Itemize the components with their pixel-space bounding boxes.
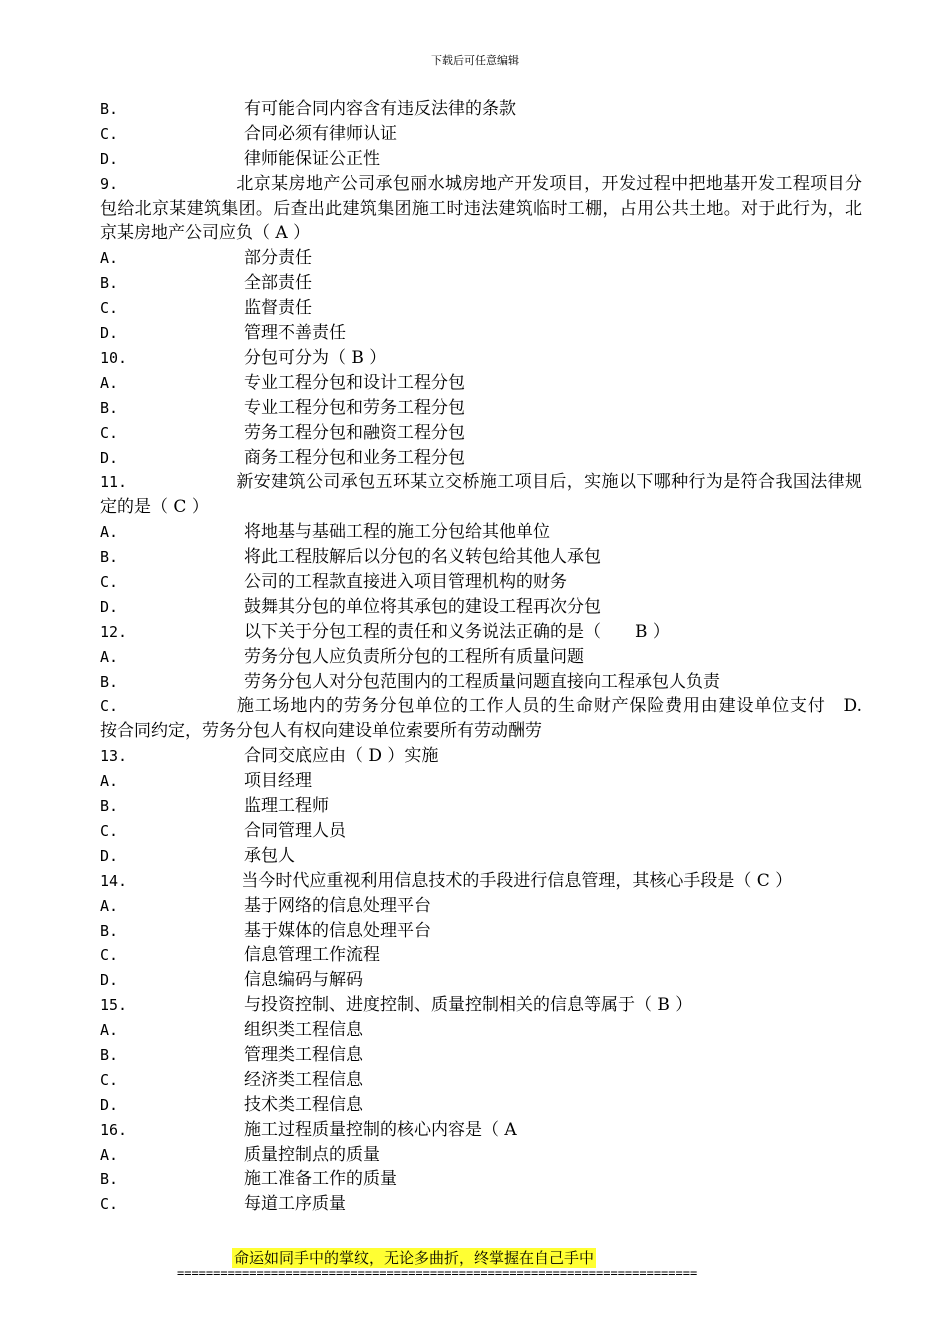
- line-text: 专业工程分包和劳务工程分包: [244, 397, 465, 418]
- line-text: 质量控制点的质量: [244, 1144, 380, 1165]
- option-text: 施工场地内的劳务分包单位的工作人员的生命财产保险费用由建设单位支付 D. 按合同约定，劳务分包人有权向建设单位索要所有劳动酬劳: [100, 696, 930, 742]
- line-text: 专业工程分包和设计工程分包: [244, 372, 465, 393]
- line-label: C.: [100, 821, 119, 840]
- line-text: 将此工程肢解后以分包的名义转包给其他人承包: [244, 547, 601, 568]
- line-text: 有可能合同内容含有违反法律的条款: [244, 99, 516, 119]
- question-11: [100, 470, 862, 520]
- options-block-2: [100, 246, 862, 470]
- line-label: B.: [100, 921, 119, 940]
- document-line: [100, 296, 862, 321]
- question-14: [100, 869, 862, 894]
- line-text: 经济类工程信息: [244, 1069, 363, 1090]
- line-text: 信息管理工作流程: [244, 945, 380, 966]
- document-line: [100, 545, 862, 570]
- line-text: 劳务工程分包和融资工程分包: [244, 422, 465, 443]
- document-line: [100, 645, 862, 670]
- question-text: 北京某房地产公司承包丽水城房地产开发项目，开发过程中把地基开发工程项目分包给北京某建筑集团。后查出此建筑集团施工时违法建筑临时工棚，占用公共土地。对于此行为，北京某房地产公司应负（ A ）: [100, 173, 862, 244]
- line-label: A.: [100, 1145, 119, 1164]
- line-label: A.: [100, 1021, 119, 1040]
- line-text: 合同交底应由（ D ）实施: [244, 746, 439, 767]
- line-text: 劳务分包人应负责所分包的工程所有质量问题: [244, 646, 584, 667]
- document-line: [100, 620, 862, 645]
- options-block-4: [100, 744, 862, 868]
- line-label: B.: [100, 398, 119, 417]
- line-label: C.: [100, 423, 119, 442]
- line-label: B.: [100, 1045, 119, 1064]
- document-line: [100, 968, 862, 993]
- line-text: 管理类工程信息: [244, 1044, 363, 1065]
- document-line: [100, 97, 862, 122]
- line-label: A.: [100, 896, 119, 915]
- line-label: C.: [100, 573, 119, 591]
- line-label: B.: [100, 100, 119, 118]
- document-line: [100, 1068, 862, 1093]
- line-label: D.: [100, 846, 119, 865]
- footer-motto: 命运如同手中的掌纹，无论多曲折，终掌握在自己手中: [234, 1249, 595, 1267]
- line-label: C.: [100, 1070, 119, 1089]
- line-label: D.: [100, 1095, 119, 1114]
- line-text: 劳务分包人对分包范围内的工程质量问题直接向工程承包人负责: [244, 671, 720, 692]
- line-label: D.: [100, 149, 119, 168]
- options-block-1: [100, 97, 862, 172]
- line-text: 施工准备工作的质量: [244, 1169, 397, 1190]
- line-text: 以下关于分包工程的责任和义务说法正确的是（ B ）: [244, 621, 670, 642]
- line-text: 全部责任: [244, 273, 312, 294]
- page-header: 下载后可任意编辑: [431, 54, 519, 67]
- line-text: 组织类工程信息: [244, 1020, 363, 1041]
- line-text: 合同必须有律师认证: [244, 123, 397, 144]
- document-line: [100, 844, 862, 869]
- line-label: A.: [100, 523, 119, 542]
- line-label: D.: [100, 597, 119, 616]
- line-text: 基于网络的信息处理平台: [244, 895, 431, 916]
- line-text: 合同管理人员: [244, 820, 346, 841]
- document-line: [100, 346, 862, 371]
- document-line: [100, 819, 862, 844]
- line-text: 鼓舞其分包的单位将其承包的建设工程再次分包: [244, 596, 601, 617]
- line-label: D.: [100, 324, 119, 343]
- line-text: 监理工程师: [244, 796, 329, 817]
- line-label: D.: [100, 971, 119, 990]
- options-block-3: [100, 520, 862, 694]
- line-text: 将地基与基础工程的施工分包给其他单位: [244, 522, 550, 543]
- question-9: [100, 172, 862, 247]
- document-line: [100, 1167, 862, 1192]
- document-line: [100, 147, 862, 172]
- document-line: [100, 1192, 862, 1217]
- document-line: [100, 371, 862, 396]
- line-text: 项目经理: [244, 771, 312, 792]
- options-block-5: [100, 894, 862, 1218]
- document-line: [100, 1018, 862, 1043]
- document-line: [100, 1118, 862, 1143]
- line-text: 监督责任: [244, 298, 312, 319]
- document-line: [100, 1093, 862, 1118]
- line-text: 律师能保证公正性: [244, 148, 380, 169]
- document-line: [100, 794, 862, 819]
- line-label: D.: [100, 448, 119, 467]
- document-line: [100, 570, 862, 595]
- document-line: [100, 744, 862, 769]
- line-label: A.: [100, 647, 119, 666]
- line-text: 公司的工程款直接进入项目管理机构的财务: [244, 572, 567, 592]
- document-line: [100, 595, 862, 620]
- line-text: 部分责任: [244, 248, 312, 269]
- document-line: [100, 769, 862, 794]
- option-label: C.: [100, 697, 119, 716]
- line-text: 与投资控制、进度控制、质量控制相关的信息等属于（ B ）: [244, 995, 693, 1016]
- document-line: [100, 246, 862, 271]
- line-label: 10.: [100, 348, 128, 367]
- line-label: C.: [100, 946, 119, 965]
- document-line: [100, 943, 862, 968]
- line-text: 信息编码与解码: [244, 970, 363, 991]
- line-text: 管理不善责任: [244, 323, 346, 344]
- document-line: [100, 321, 862, 346]
- document-line: [100, 894, 862, 919]
- line-label: A.: [100, 373, 119, 392]
- document-line: [100, 1143, 862, 1168]
- document-line: [100, 670, 862, 695]
- line-label: A.: [100, 249, 119, 268]
- line-text: 基于媒体的信息处理平台: [244, 920, 431, 941]
- line-label: B.: [100, 797, 119, 816]
- document-line: [100, 271, 862, 296]
- line-label: B.: [100, 1170, 119, 1189]
- question-number: 11.: [100, 473, 128, 492]
- line-label: C.: [100, 1195, 119, 1214]
- document-line: [100, 396, 862, 421]
- question-number: 9.: [100, 174, 119, 193]
- line-label: B.: [100, 274, 119, 293]
- document-body: [100, 97, 930, 1217]
- footer-divider: ========================================================================: [177, 1266, 698, 1280]
- line-label: C.: [100, 299, 119, 318]
- line-text: 承包人: [244, 845, 295, 866]
- document-line: [100, 122, 862, 147]
- line-label: 15.: [100, 996, 128, 1015]
- line-label: A.: [100, 772, 119, 791]
- document-line: [100, 993, 862, 1018]
- line-label: B.: [100, 548, 119, 567]
- document-line: [100, 1043, 862, 1068]
- document-line: [100, 421, 862, 446]
- document-line: [100, 446, 862, 471]
- document-line: [100, 919, 862, 944]
- line-text: 施工过程质量控制的核心内容是（ A: [244, 1119, 517, 1140]
- line-label: C.: [100, 124, 119, 143]
- line-label: B.: [100, 672, 119, 691]
- question-12-option-c: [100, 694, 930, 744]
- question-number: 14.: [100, 871, 128, 890]
- line-label: 13.: [100, 747, 128, 766]
- line-label: 16.: [100, 1120, 128, 1139]
- question-text: 当今时代应重视利用信息技术的手段进行信息管理，其核心手段是（ C ）: [236, 870, 793, 891]
- line-text: 技术类工程信息: [244, 1094, 363, 1115]
- line-text: 每道工序质量: [244, 1194, 346, 1215]
- line-label: 12.: [100, 622, 128, 641]
- question-text: 新安建筑公司承包五环某立交桥施工项目后，实施以下哪种行为是符合我国法律规定的是（ C ）: [100, 472, 862, 518]
- line-text: 分包可分为（ B ）: [244, 347, 387, 368]
- document-line: [100, 520, 862, 545]
- line-text: 商务工程分包和业务工程分包: [244, 447, 465, 468]
